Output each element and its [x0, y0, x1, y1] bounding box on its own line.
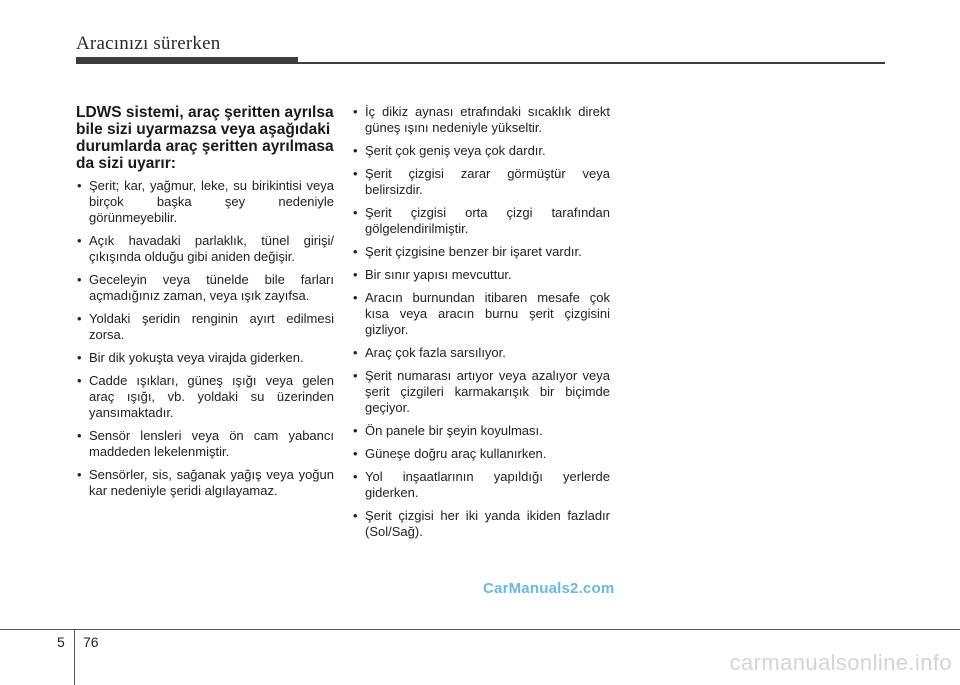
list-item: [352, 446, 610, 462]
page-header-title: Aracınızı sürerken: [76, 33, 221, 54]
list-item-text: Sensörler, sis, sağanak yağış veya yoğun kar nedeniyle şeridi algılayamaz.: [89, 467, 334, 498]
list-item: [76, 373, 334, 421]
list-item: [352, 290, 610, 338]
list-item-text: Yol inşaatlarının yapıldığı yerlerde giderken.: [365, 469, 610, 500]
list-item-text: Şerit çizgisi zarar görmüştür veya belirsizdir.: [365, 166, 610, 197]
list-item: [76, 428, 334, 460]
list-item: [352, 423, 610, 439]
footer-rule: [0, 629, 960, 630]
bullet-icon: •: [77, 428, 82, 443]
list-item: [352, 469, 610, 501]
list-item: [352, 244, 610, 260]
watermark-link[interactable]: CarManuals2.com: [483, 580, 615, 597]
bullet-icon: •: [353, 423, 358, 438]
right-column: [352, 104, 610, 547]
list-item: [352, 267, 610, 283]
list-item-text: Şerit çok geniş veya çok dardır.: [365, 143, 546, 158]
list-item: [76, 233, 334, 265]
list-item: [352, 368, 610, 416]
list-item: [352, 508, 610, 540]
bullet-icon: •: [77, 373, 82, 388]
list-item-text: Şerit; kar, yağmur, leke, su birikintisi veya birçok başka şey nedeniyle görünmeyebilir.: [89, 178, 334, 225]
header-rule-thick: [76, 57, 298, 64]
bullet-icon: •: [77, 272, 82, 287]
left-column: [76, 104, 334, 506]
list-item-text: Cadde ışıkları, güneş ışığı veya gelen araç ışığı, vb. yoldaki su üzerinden yansımaktadır.: [89, 373, 334, 420]
list-item: [76, 467, 334, 499]
list-item-text: Bir sınır yapısı mevcuttur.: [365, 267, 512, 282]
left-bullet-list: [76, 178, 334, 499]
bullet-icon: •: [353, 104, 358, 119]
list-item-text: İç dikiz aynası etrafındaki sıcaklık direkt güneş ışını nedeniyle yükseltir.: [365, 104, 610, 135]
bullet-icon: •: [353, 469, 358, 484]
list-item-text: Şerit numarası artıyor veya azalıyor veya şerit çizgileri karmakarışık bir biçimde geçiyor.: [365, 368, 610, 415]
list-item: [76, 350, 334, 366]
list-item: [76, 311, 334, 343]
bullet-icon: •: [353, 205, 358, 220]
list-item-text: Şerit çizgisi orta çizgi tarafından gölgelendirilmiştir.: [365, 205, 610, 236]
page-number: 76: [83, 634, 99, 650]
chapter-number: 5: [57, 634, 65, 650]
bullet-icon: •: [353, 446, 358, 461]
bullet-icon: •: [353, 368, 358, 383]
list-item-text: Geceleyin veya tünelde bile farları açmadığınız zaman, veya ışık zayıfsa.: [89, 272, 334, 303]
bullet-icon: •: [77, 467, 82, 482]
bullet-icon: •: [77, 178, 82, 193]
bullet-icon: •: [353, 267, 358, 282]
bullet-icon: •: [77, 350, 82, 365]
list-item: [76, 178, 334, 226]
list-item: [352, 143, 610, 159]
footer-divider: [74, 629, 75, 685]
bullet-icon: •: [353, 345, 358, 360]
list-item: [76, 272, 334, 304]
list-item-text: Güneşe doğru araç kullanırken.: [365, 446, 547, 461]
list-item: [352, 166, 610, 198]
site-watermark: carmanualsonline.info: [729, 650, 952, 675]
bullet-icon: •: [353, 143, 358, 158]
bullet-icon: •: [353, 244, 358, 259]
list-item: [352, 345, 610, 361]
list-item-text: Bir dik yokuşta veya virajda giderken.: [89, 350, 304, 365]
right-bullet-list: [352, 104, 610, 540]
bullet-icon: •: [77, 233, 82, 248]
list-item-text: Ön panele bir şeyin koyulması.: [365, 423, 543, 438]
bullet-icon: •: [353, 290, 358, 305]
bullet-icon: •: [353, 508, 358, 523]
list-item-text: Şerit çizgisine benzer bir işaret vardır.: [365, 244, 582, 259]
header-rule-thin: [298, 62, 885, 64]
list-item-text: Aracın burnundan itibaren mesafe çok kısa veya aracın burnu şerit çizgisini gizliyor.: [365, 290, 610, 337]
list-item: [352, 104, 610, 136]
list-item-text: Açık havadaki parlaklık, tünel girişi/çıkışında olduğu gibi aniden değişir.: [89, 233, 334, 264]
list-item: [352, 205, 610, 237]
list-item-text: Yoldaki şeridin renginin ayırt edilmesi zorsa.: [89, 311, 334, 342]
bullet-icon: •: [77, 311, 82, 326]
section-heading: LDWS sistemi, araç şeritten ayrılsa bile sizi uyarmazsa veya aşağıdaki durumlarda araç şeritten ayrılmasa da sizi uyarır:: [76, 104, 334, 172]
list-item-text: Araç çok fazla sarsılıyor.: [365, 345, 506, 360]
bullet-icon: •: [353, 166, 358, 181]
list-item-text: Şerit çizgisi her iki yanda ikiden fazladır (Sol/Sağ).: [365, 508, 610, 539]
list-item-text: Sensör lensleri veya ön cam yabancı maddeden lekelenmiştir.: [89, 428, 334, 459]
